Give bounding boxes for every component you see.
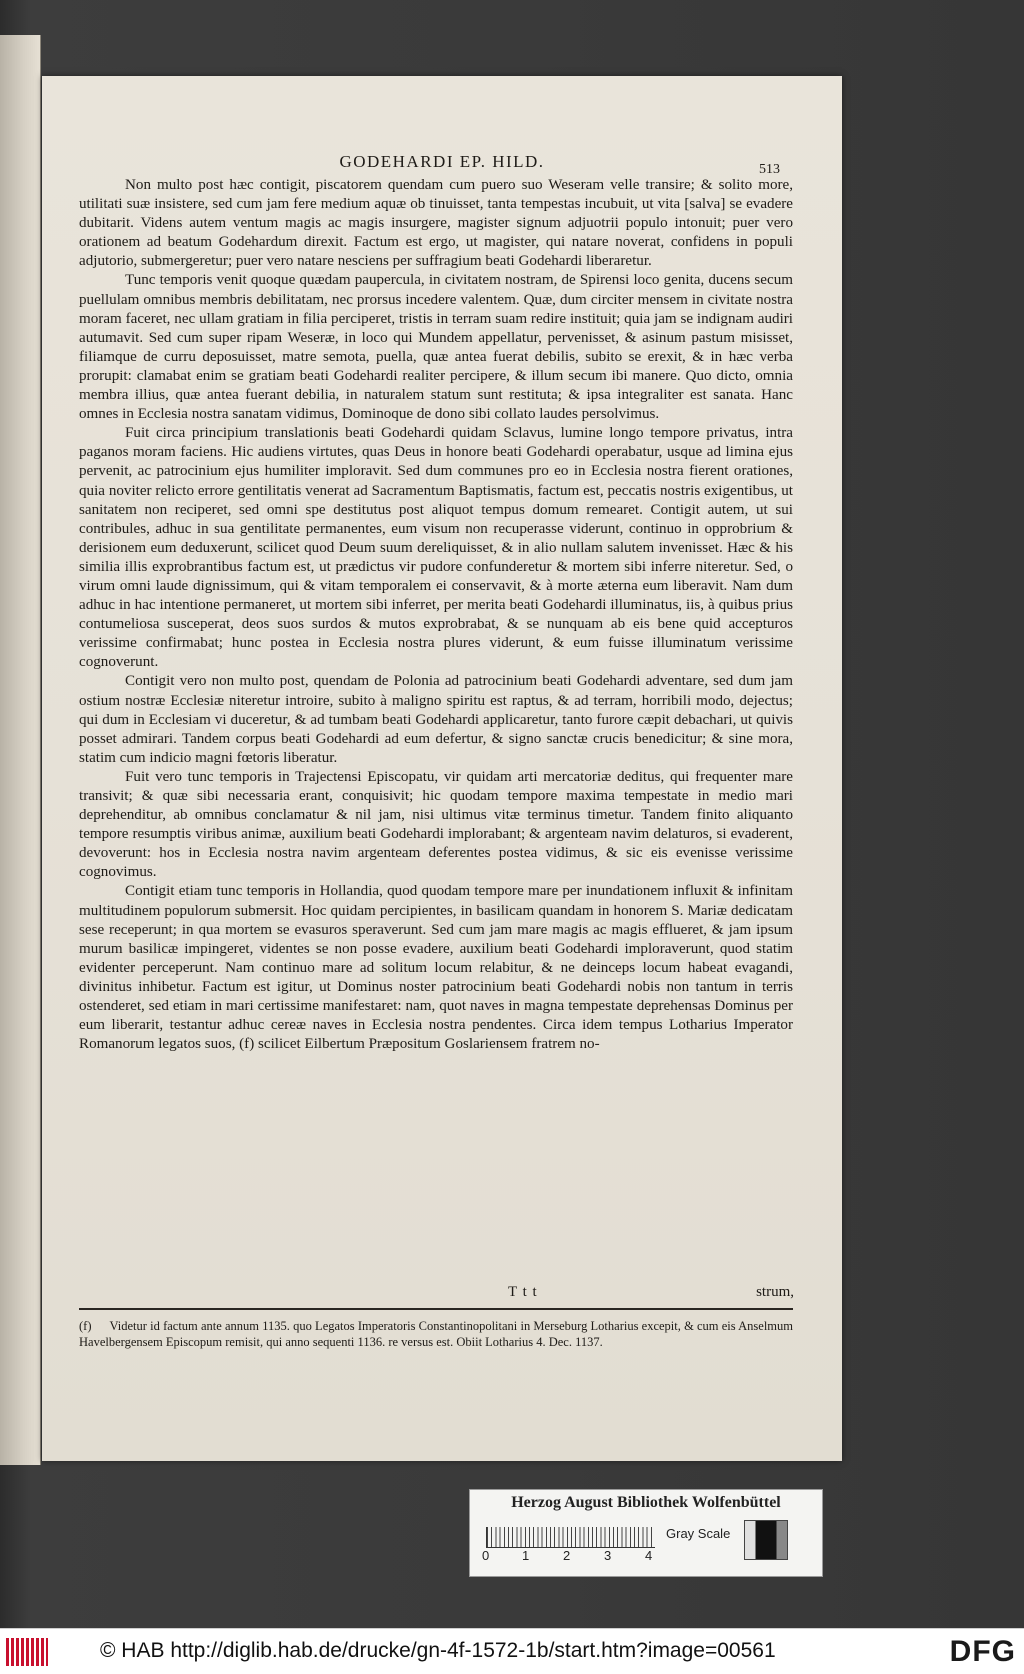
paragraph: Contigit vero non multo post, quendam de Polonia ad patrocinium beati Godehardi adventare, sed dum jam ostium nostræ Ecclesiæ niteretur introire, subito à maligno spiritu est raptus, & ad terram, horribili modo, dejectus; qui dum in Ecclesiam vi duceretur, & ad tumbam beati Godehardi applicaretur, tanto furore cæpit debachari, ut quivis posset admirari. Tandem corpus beati Godehardi ad eum defertur, & signo sanctæ crucis benedicitur; & sine mora, statim cum indicio magni fœtoris liberatur.	[79, 673, 793, 766]
gray-scale-label: Gray Scale	[666, 1526, 731, 1541]
dfg-logo: DFG	[949, 1635, 1016, 1668]
scale-card-title: Herzog August Bibliothek Wolfenbüttel	[511, 1494, 781, 1511]
paragraph: Non multo post hæc contigit, piscatorem quendam cum puero suo Weseram velle transire; & solito more, utilitati suæ insistere, sed cum jam fere medium aquæ ob tinuisset, tanta tempestas incubuit, ut vita [salva] se evadere dubitarit. Videns autem ventum magis ac magis insurgere, magister signum adjuotrii populo intonuit; puer vero orationem ad beatum Godehardum direxit. Factum est ergo, ut magister, qui natare noverat, confidens in populi adjutorio, submergeretur; puer vero natare nesciens per suffragium beati Godehardi liberaretur.	[79, 177, 793, 270]
ruler-tick-label: 1	[522, 1548, 530, 1563]
source-url[interactable]: © HAB http://diglib.hab.de/drucke/gn-4f-1572-1b/start.htm?image=00561	[100, 1639, 776, 1662]
paragraph: Tunc temporis venit quoque quædam paupercula, in civitatem nostram, de Spirensi loco genita, ducens secum puellulam omnibus membris debilitatam, nec prorsus incedere valentem. Quæ, dum circiter mensem in civitate nostra moram faceret, nec ullam gratiam in filia perciperet, tristis in terram suam redire instituit; quia jam se indignam audiri autumavit. Sed cum super ripam Weseræ, in loco qui Mundem appellatur, pervenisset, & asinum pastum misisset, filiamque de curru deposuisset, matre semota, puella, quæ antea fuerat debilis, subito se erexit, & in hæc verba prorupit: clamabat enim se gratiam beati Godehardi realiter percipere, & illum secum ibi manere. Quo dicto, omnia membra illius, quæ antea fuerant debilia, in naturalem statum sunt restituta; & ipsa integraliter est sanata. Hanc omnes in Ecclesia nostra sanatam vidimus, Dominoque de dono sibi collato laudes persolvimus.	[79, 272, 793, 423]
footnote	[79, 1318, 793, 1350]
paragraph: Fuit vero tunc temporis in Trajectensi Episcopatu, vir quidam arti mercatoriæ deditus, qui frequenter mare transivit; & quæ sibi necessaria erant, conquisivit; hic quodam tempore maxima tempestate in medio mari deprehenditur, ab omnibus conclamatur & nil jam, nisi ultimus vitæ terminus timetur. Tandem finito aliquanto tempore resumptis viribus animæ, auxilium beati Godehardi implorabant; & argenteam navim delaturos, si evaderent, devoverunt: hos in Ecclesia nostra navim argenteam deferentes postea vidimus, & sic eis evenisse verissime cognovimus.	[79, 768, 793, 881]
ruler-tick-label: 0	[482, 1548, 490, 1563]
ruler-tick-label: 2	[563, 1548, 571, 1563]
footer-bar	[0, 1628, 1024, 1674]
hab-logo-icon	[6, 1638, 48, 1666]
footnote-marker: (f)	[79, 1319, 92, 1333]
paragraph: Fuit circa principium translationis beati Godehardi quidam Sclavus, lumine longo tempore privatus, intra paganos moram faciens. Hic audiens virtutes, quas Deus in honore beati Godehardi operabatur, usque ad limina ejus pervenit, ac patrocinium ejus humiliter imploravit. Sed dum communes pro eo in Ecclesia nostra fierent orationes, quia noviter relicto errore gentilitatis venerat ad Sacramentum Baptismatis, factum est, peccatis nostris exigentibus, ut sanitatem non reciperet, sed omni spe destitutus post aliquot tempus domum remearet. Contigit autem, ut sui contribules, adhuc in sua gentilitate permanentes, eum visum non recuperasse viderunt, continuo in opprobrium & derisionem eum deduxerunt, scilicet quod Deum suum dereliquisset, & in alio nullam salutem invenisset. Hæc & his similia illis exprobrantibus factum est, ut prædictus vir pudore confunderetur & mortem sibi inferre niteretur. Sed, o virum omni laude dignissimum, qui & vitam temporalem ei conservavit, & à morte æterna eum liberavit. Nam dum adhuc in hac intentione permaneret, ut mortem sibi inferret, per merita beati Godehardi illuminatus, iis, à quibus prius contumeliosa susceperat, deos suos surdos & mutos exprobrabat, & se nunquam ab eis bene quid accepturos verissime confirmabat; hunc postea in Ecclesia nostra plures viderunt, & eum fuisse illuminatum verissime cognoverunt.	[79, 425, 793, 671]
catchword: strum,	[756, 1284, 794, 1300]
running-head: GODEHARDI EP. HILD.	[339, 152, 545, 171]
book-page	[42, 76, 842, 1461]
ruler-tick-label: 4	[645, 1548, 653, 1563]
body-text	[79, 176, 793, 1054]
ruler-labels	[482, 1548, 662, 1566]
previous-page-edge	[0, 35, 41, 1465]
signature-mark: T t t	[508, 1284, 538, 1300]
paragraph: Contigit etiam tunc temporis in Hollandia, quod quodam tempore mare per inundationem influxit & infinitam multitudinem populorum submersit. Hoc quidam percipientes, in basilicam quandam in honorem S. Mariæ dedicatam sese receperunt; in qua mortem se evasuros speraverunt. Sed cum jam mare magis ac magis efflueret, & jam ipsum murum basilicæ impingeret, videntes se non posse evadere, auxilium beati Godehardi imploraverunt, quod statim evidenter perceperunt. Nam continuo mare ad solitum locum relabitur, & ne deinceps locum habeat evagandi, divinitus inhibetur. Factum est igitur, ut Dominus noster patrocinium beati Godehardi nobis non tantum in terris ostenderet, sed etiam in mari certissime manifestaret: nam, quot naves in magna tempestate deprehensas Dominus per eum liberarit, testantur adhuc cereæ naves in Ecclesia nostra pendentes. Circa idem tempus Lotharius Imperator Romanorum legatos suos, (f) scilicet Eilbertum Præpositum Goslariensem fratrem no-	[79, 883, 793, 1053]
ruler-tick-label: 3	[604, 1548, 612, 1563]
color-scale-card	[469, 1489, 823, 1577]
gray-swatch-icon	[744, 1520, 788, 1560]
page-number: 513	[759, 162, 780, 177]
footnote-text: Videtur id factum ante annum 1135. quo Legatos Imperatoris Constantinopolitani in Merseburg Lotharius excepit, & cum eis Anselmum Havelbergensem Episcopum remisit, qui anno sequenti 1136. re versus est. Obiit Lotharius 4. Dec. 1137.	[79, 1319, 793, 1349]
footnote-divider	[79, 1308, 793, 1310]
ruler-icon	[486, 1527, 655, 1548]
